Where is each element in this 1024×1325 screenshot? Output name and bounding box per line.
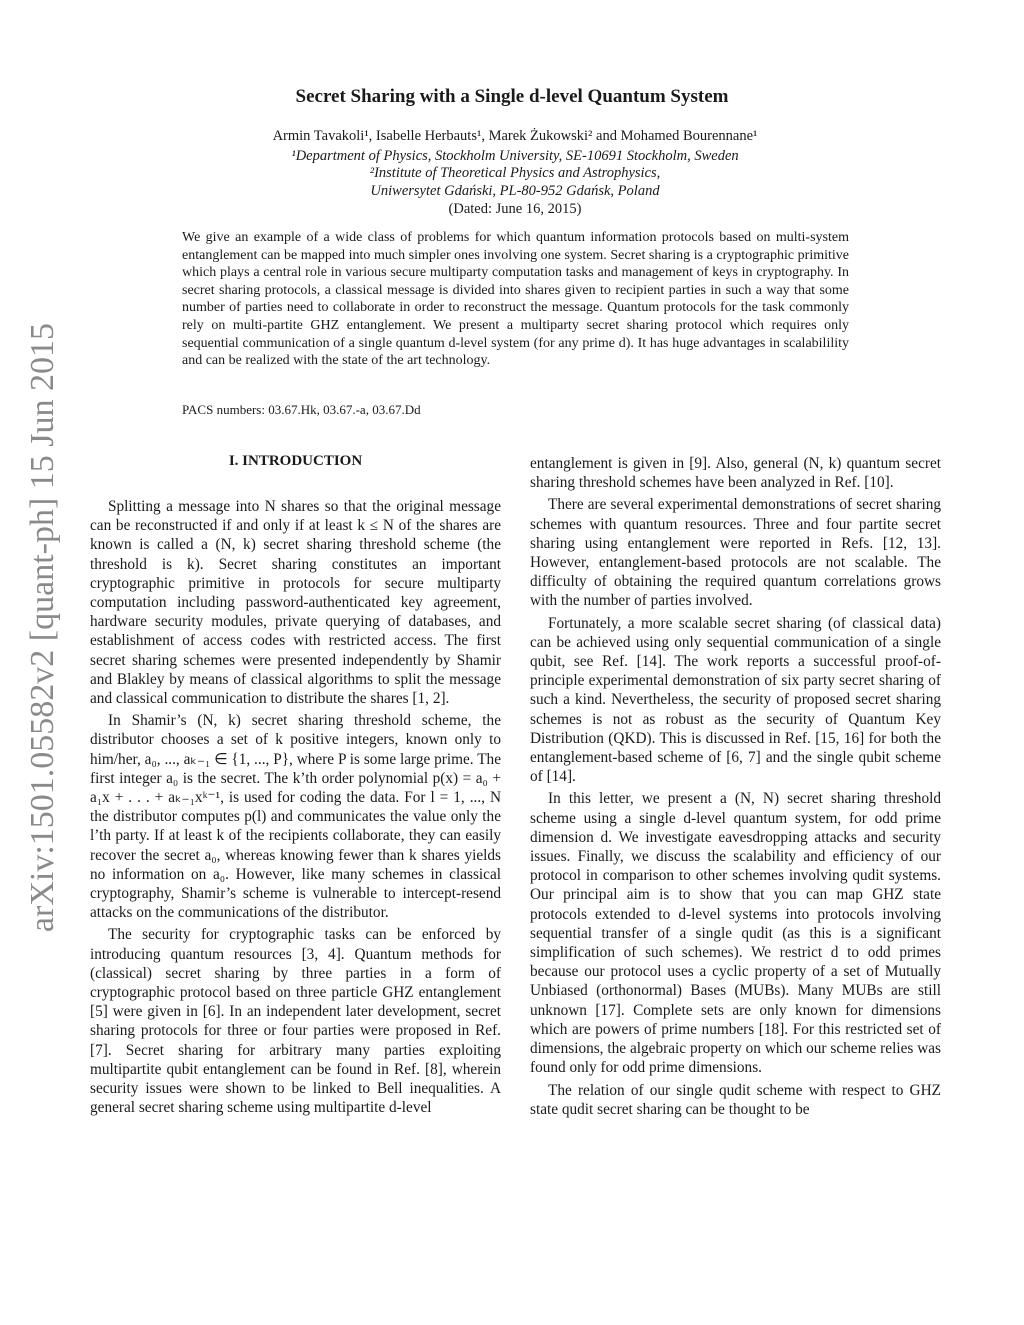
paragraph: The security for cryptographic tasks can be enforced by introducing quantum resources [3, 4]. Quantum methods for (classical) secret sharing by three parties in a form of cryptographic protocol based on three particle GHZ entanglement [5] were given in [6]. In an independent later development, secret sharing protocols for three or four parties were proposed in Ref. [7]. Secret sharing for arbitrary many parties exploiting multipartite qubit entanglement can be found in Ref. [8], wherein security issues were shown to be linked to Bell inequalities. A general secret sharing scheme using multipartite d-level — [90, 926, 501, 1117]
paragraph: In Shamir’s (N, k) secret sharing threshold scheme, the distributor chooses a set of k positive integers, known only to him/her, a₀, ..., aₖ₋₁ ∈ {1, ..., P}, where P is some large prime. The first integer a₀ is the secret. The k’th order polynomial p(x) = a₀ + a₁x + . . . + aₖ₋₁xᵏ⁻¹, is used for coding the data. For l = 1, ..., N the distributor computes p(l) and communicates the value only the l’th party. If at least k of the recipients collaborate, they can easily recover the secret a₀, whereas knowing fewer than k shares yields no information on a₀. However, like many schemes in classical cryptography, Shamir’s scheme is vulnerable to intercept-resend attacks on the communications of the distributor. — [90, 712, 501, 922]
right-column — [530, 454, 941, 1122]
paper-title: Secret Sharing with a Single d-level Quantum System — [295, 86, 729, 107]
affiliation-2: ²Institute of Theoretical Physics and Astrophysics, — [369, 165, 661, 181]
paragraph: The relation of our single qudit scheme with respect to GHZ state qudit secret sharing can be thought to be — [530, 1081, 941, 1118]
pacs-numbers: PACS numbers: 03.67.Hk, 03.67.-a, 03.67.Dd — [182, 402, 421, 417]
paragraph: entanglement is given in [9]. Also, general (N, k) quantum secret sharing threshold schemes have been analyzed in Ref. [10]. — [530, 455, 941, 492]
affiliation-3: Uniwersytet Gdański, PL-80-952 Gdańsk, Poland — [370, 183, 660, 199]
left-column — [90, 497, 501, 1121]
paragraph: In this letter, we present a (N, N) secret sharing threshold scheme using a single d-level quantum system, for odd prime dimension d. We investigate eavesdropping attacks and security issues. Finally, we discuss the scalability and efficiency of our protocol in comparison to other schemes involving qudit systems. Our principal aim is to show that you can map GHZ state protocols extended to d-level systems into protocols involving sequential transfer of a single qudit (as this is a significant simplification of such schemes). We restrict d to odd primes because our protocol uses a cyclic property of a set of Mutually Unbiased (orthonormal) Bases (MUBs). Many MUBs are still unknown [17]. Complete sets are only known for dimensions which are powers of prime numbers [18]. For this restricted set of dimensions, the algebraic property on which our scheme relies was found only for odd prime dimensions. — [530, 790, 941, 1077]
paragraph: Fortunately, a more scalable secret sharing (of classical data) can be achieved using only sequential communication of a single qubit, see Ref. [14]. The work reports a successful proof-of-principle experimental demonstration of six party secret sharing of such a kind. Nevertheless, the security of proposed secret sharing schemes is not as robust as the security of Quantum Key Distribution (QKD). This is discussed in Ref. [15, 16] for both the entanglement-based scheme of [6, 7] and the single qubit scheme of [14]. — [530, 614, 941, 786]
affiliation-1: ¹Department of Physics, Stockholm University, SE-10691 Stockholm, Sweden — [291, 148, 739, 164]
paragraph: Splitting a message into N shares so that the original message can be reconstructed if and only if at least k ≤ N of the shares are known is called a (N, k) secret sharing threshold scheme (the threshold is k). Secret sharing constitutes an important cryptographic primitive in protocols for secure multiparty computation including password-authenticated key agreement, hardware security modules, private querying of databases, and establishment of access codes with restricted access. The first secret sharing schemes were presented independently by Shamir and Blakley by means of classical algorithms to split the message and classical communication to distribute the shares [1, 2]. — [90, 498, 501, 708]
arxiv-side-stamp: arXiv:1501.05582v2 [quant-ph] 15 Jun 2015 — [24, 322, 61, 933]
abstract: We give an example of a wide class of problems for which quantum information protocols based on multi-system entanglement can be mapped into much simpler ones involving one system. Secret sharing is a cryptographic primitive which plays a central role in various secure multiparty computation tasks and management of keys in cryptography. In secret sharing protocols, a classical message is divided into shares given to recipient parties in such a way that some number of parties need to collaborate in order to reconstruct the message. Quantum protocols for the task commonly rely on multi-partite GHZ entanglement. We present a multiparty secret sharing protocol which requires only sequential communication of a single quantum d-level system (for any prime d). It has huge advantages in scalabilility and can be realized with the state of the art technology. — [182, 230, 849, 369]
section-heading-introduction: I. INTRODUCTION — [228, 453, 363, 469]
paragraph: There are several experimental demonstrations of secret sharing schemes with quantum resources. Three and four partite secret sharing using entanglement were reported in Refs. [12, 13]. However, entanglement-based protocols are not scalable. The difficulty of obtaining the required quantum correlations grows with the number of parties involved. — [530, 496, 941, 610]
dated-line: (Dated: June 16, 2015) — [448, 201, 582, 217]
author-list: Armin Tavakoli¹, Isabelle Herbauts¹, Marek Żukowski² and Mohamed Bourennane¹ — [272, 128, 758, 144]
